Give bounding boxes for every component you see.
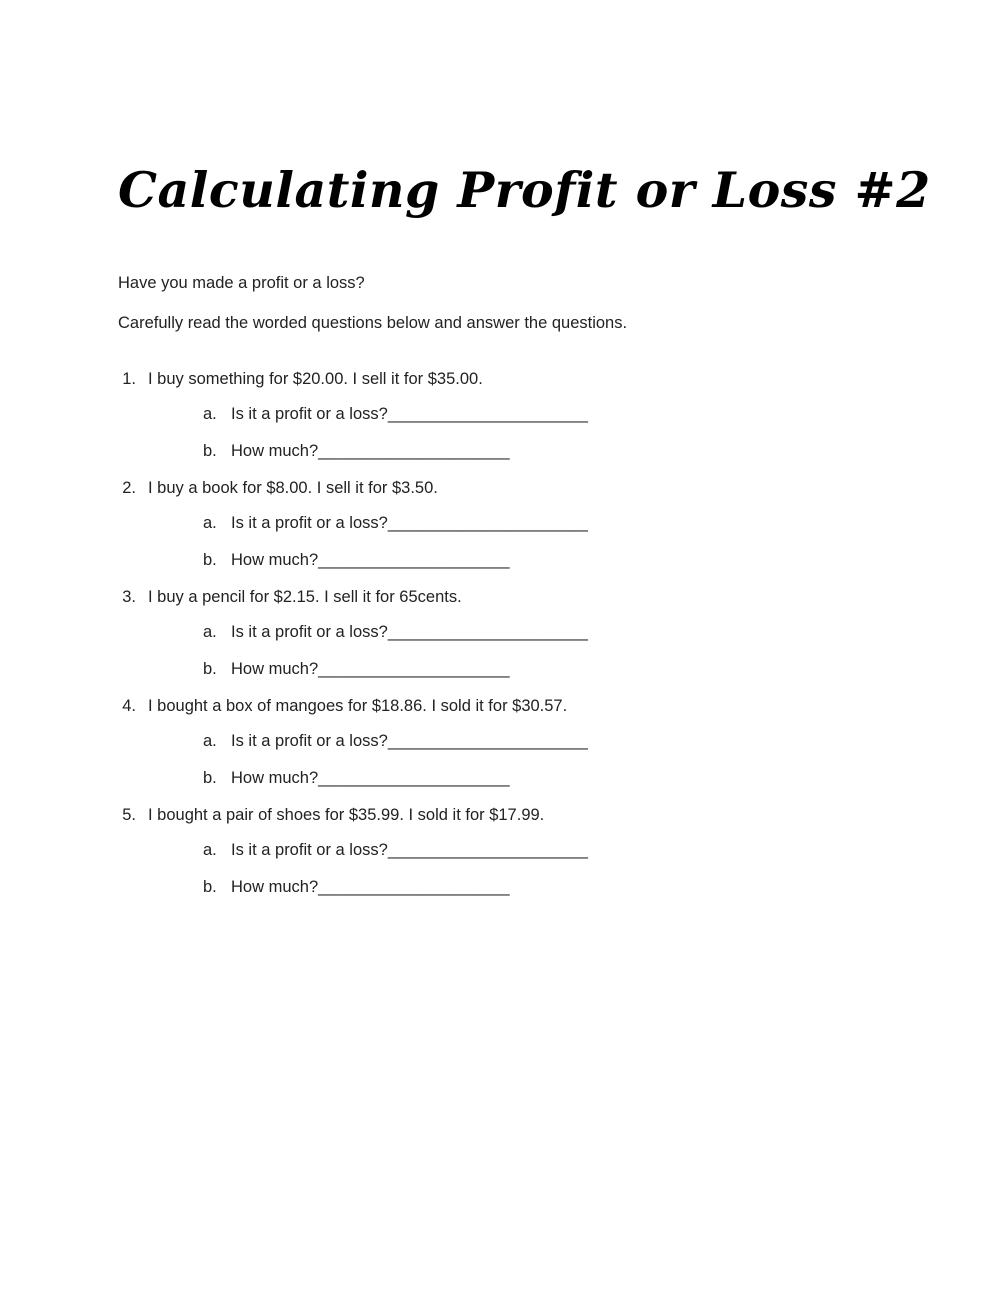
question-text: I bought a box of mangoes for $18.86. I sold it for $30.57. bbox=[148, 697, 568, 715]
subpart-letter: a. bbox=[203, 623, 217, 641]
answer-blank[interactable]: ______________________ bbox=[318, 878, 510, 896]
subpart-prompt: How much? bbox=[231, 769, 319, 787]
subpart-letter: b. bbox=[203, 660, 217, 678]
subpart-letter: a. bbox=[203, 405, 217, 423]
question-text: I buy a pencil for $2.15. I sell it for 65cents. bbox=[148, 588, 462, 606]
subpart-letter: a. bbox=[203, 841, 217, 859]
question-number: 3. bbox=[122, 588, 136, 606]
answer-blank[interactable]: ______________________ bbox=[318, 769, 510, 787]
question-item bbox=[118, 479, 938, 570]
question-item bbox=[118, 806, 938, 897]
question-subpart bbox=[203, 660, 938, 679]
intro-line-1: Have you made a profit or a loss? bbox=[118, 273, 365, 292]
question-subpart bbox=[203, 732, 938, 751]
question-subpart bbox=[203, 841, 938, 860]
answer-blank[interactable]: _______________________ bbox=[387, 514, 588, 532]
question-subpart bbox=[203, 514, 938, 533]
subpart-prompt: Is it a profit or a loss? bbox=[231, 841, 388, 859]
subpart-letter: b. bbox=[203, 551, 217, 569]
question-item bbox=[118, 588, 938, 679]
subpart-prompt: Is it a profit or a loss? bbox=[231, 405, 388, 423]
subpart-prompt: How much? bbox=[231, 660, 319, 678]
subpart-letter: b. bbox=[203, 769, 217, 787]
question-subpart bbox=[203, 769, 938, 788]
answer-blank[interactable]: _______________________ bbox=[387, 841, 588, 859]
question-main bbox=[118, 479, 938, 498]
subpart-letter: b. bbox=[203, 442, 217, 460]
answer-blank[interactable]: ______________________ bbox=[318, 442, 510, 460]
subpart-prompt: How much? bbox=[231, 442, 319, 460]
subpart-prompt: How much? bbox=[231, 551, 319, 569]
question-number: 1. bbox=[122, 370, 136, 388]
question-number: 2. bbox=[122, 479, 136, 497]
question-number: 4. bbox=[122, 697, 136, 715]
answer-blank[interactable]: _______________________ bbox=[387, 623, 588, 641]
answer-blank[interactable]: ______________________ bbox=[318, 551, 510, 569]
question-subpart bbox=[203, 878, 938, 897]
answer-blank[interactable]: ______________________ bbox=[318, 660, 510, 678]
subpart-letter: a. bbox=[203, 514, 217, 532]
subpart-letter: a. bbox=[203, 732, 217, 750]
answer-blank[interactable]: _______________________ bbox=[387, 405, 588, 423]
question-subpart bbox=[203, 442, 938, 461]
answer-blank[interactable]: _______________________ bbox=[387, 732, 588, 750]
subpart-letter: b. bbox=[203, 878, 217, 896]
subpart-prompt: Is it a profit or a loss? bbox=[231, 732, 388, 750]
question-main bbox=[118, 806, 938, 825]
question-subpart bbox=[203, 405, 938, 424]
question-item bbox=[118, 697, 938, 788]
intro-line-2: Carefully read the worded questions below and answer the questions. bbox=[118, 313, 628, 332]
question-text: I buy something for $20.00. I sell it for $35.00. bbox=[148, 370, 483, 388]
subpart-prompt: How much? bbox=[231, 878, 319, 896]
subpart-prompt: Is it a profit or a loss? bbox=[231, 514, 388, 532]
question-text: I bought a pair of shoes for $35.99. I sold it for $17.99. bbox=[148, 806, 545, 824]
question-item bbox=[118, 370, 938, 461]
question-subpart bbox=[203, 623, 938, 642]
subpart-prompt: Is it a profit or a loss? bbox=[231, 623, 388, 641]
page-title: Calculating Profit or Loss #2 bbox=[118, 160, 931, 219]
question-subpart bbox=[203, 551, 938, 570]
question-main bbox=[118, 588, 938, 607]
question-list bbox=[118, 370, 938, 904]
question-main bbox=[118, 370, 938, 389]
question-number: 5. bbox=[122, 806, 136, 824]
question-main bbox=[118, 697, 938, 716]
question-text: I buy a book for $8.00. I sell it for $3.50. bbox=[148, 479, 438, 497]
